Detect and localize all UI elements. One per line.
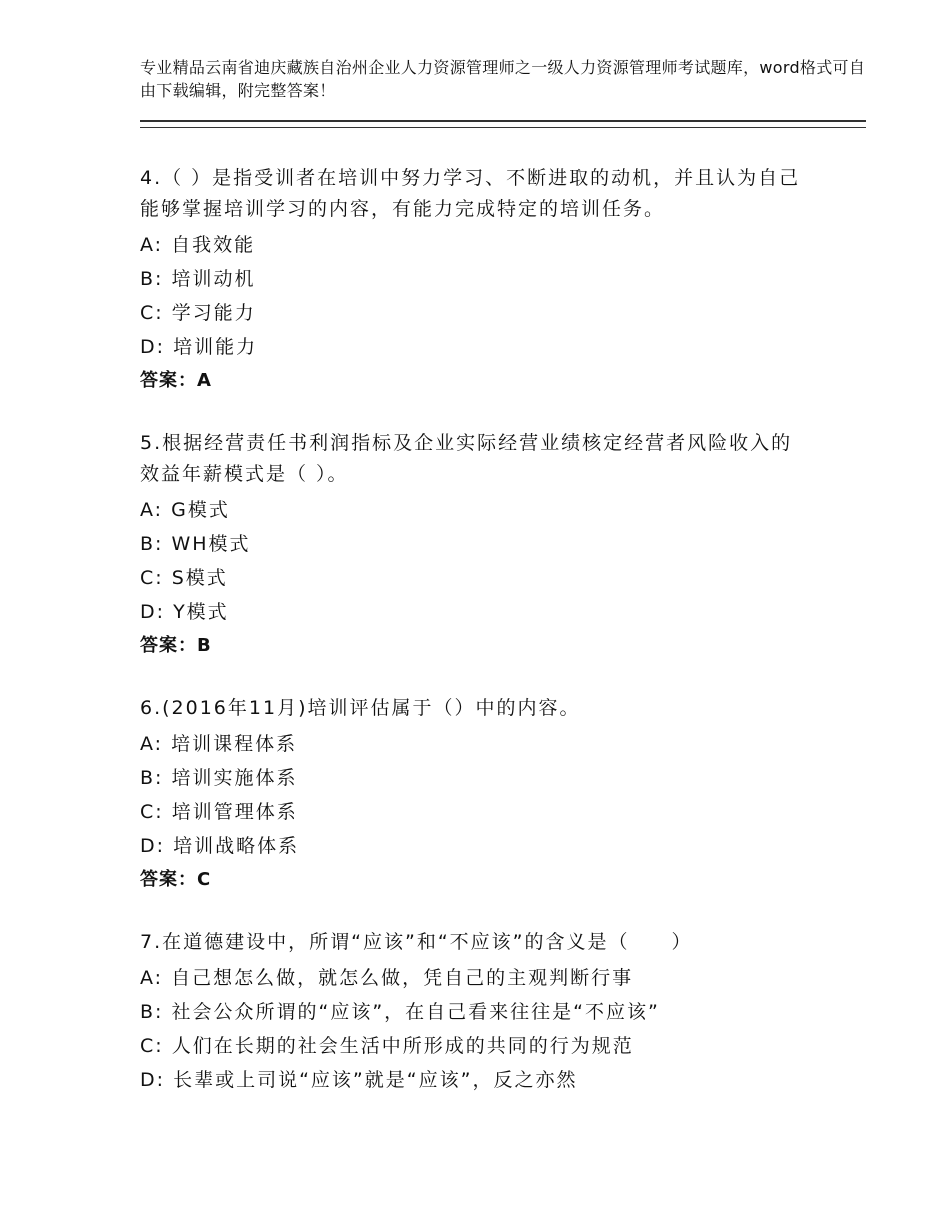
header-divider: [140, 120, 866, 128]
question-6: [140, 693, 866, 897]
option-d: D: 长辈或上司说“应该”就是“应该”，反之亦然: [140, 1069, 578, 1091]
option-d: D: 培训能力: [140, 336, 258, 358]
question-list: [140, 163, 866, 1127]
option-b: B: 培训动机: [140, 268, 256, 290]
option-c: C: S模式: [140, 567, 228, 589]
question-5: [140, 428, 866, 663]
option-a: A: G模式: [140, 499, 230, 521]
option-b: B: 社会公众所谓的“应该”，在自己看来往往是“不应该”: [140, 1001, 660, 1023]
document-header: 专业精品云南省迪庆藏族自治州企业人力资源管理师之一级人力资源管理师考试题库，word格式可自由下载编辑，附完整答案！: [140, 58, 866, 100]
question-stem: 7.在道德建设中，所谓“应该”和“不应该”的含义是（ ）: [140, 931, 693, 953]
answer: 答案：A: [140, 370, 212, 391]
option-d: D: Y模式: [140, 601, 229, 623]
option-c: C: 培训管理体系: [140, 801, 298, 823]
option-d: D: 培训战略体系: [140, 835, 300, 857]
option-a: A: 自我效能: [140, 234, 256, 256]
question-7: [140, 927, 866, 1097]
option-b: B: WH模式: [140, 533, 251, 555]
question-stem: 6.(2016年11月)培训评估属于（）中的内容。: [140, 697, 581, 719]
option-a: A: 培训课程体系: [140, 733, 298, 755]
option-c: C: 人们在长期的社会生活中所形成的共同的行为规范: [140, 1035, 634, 1057]
question-4: [140, 163, 866, 398]
answer: 答案：B: [140, 635, 212, 656]
option-c: C: 学习能力: [140, 302, 256, 324]
question-stem: 5.根据经营责任书利润指标及企业实际经营业绩核定经营者风险收入的效益年薪模式是（ ）。: [140, 432, 793, 485]
answer: 答案：C: [140, 869, 212, 890]
option-a: A: 自己想怎么做，就怎么做，凭自己的主观判断行事: [140, 967, 634, 989]
option-b: B: 培训实施体系: [140, 767, 298, 789]
question-stem: 4.（ ）是指受训者在培训中努力学习、不断进取的动机，并且认为自己能够掌握培训学习的内容，有能力完成特定的培训任务。: [140, 167, 801, 220]
